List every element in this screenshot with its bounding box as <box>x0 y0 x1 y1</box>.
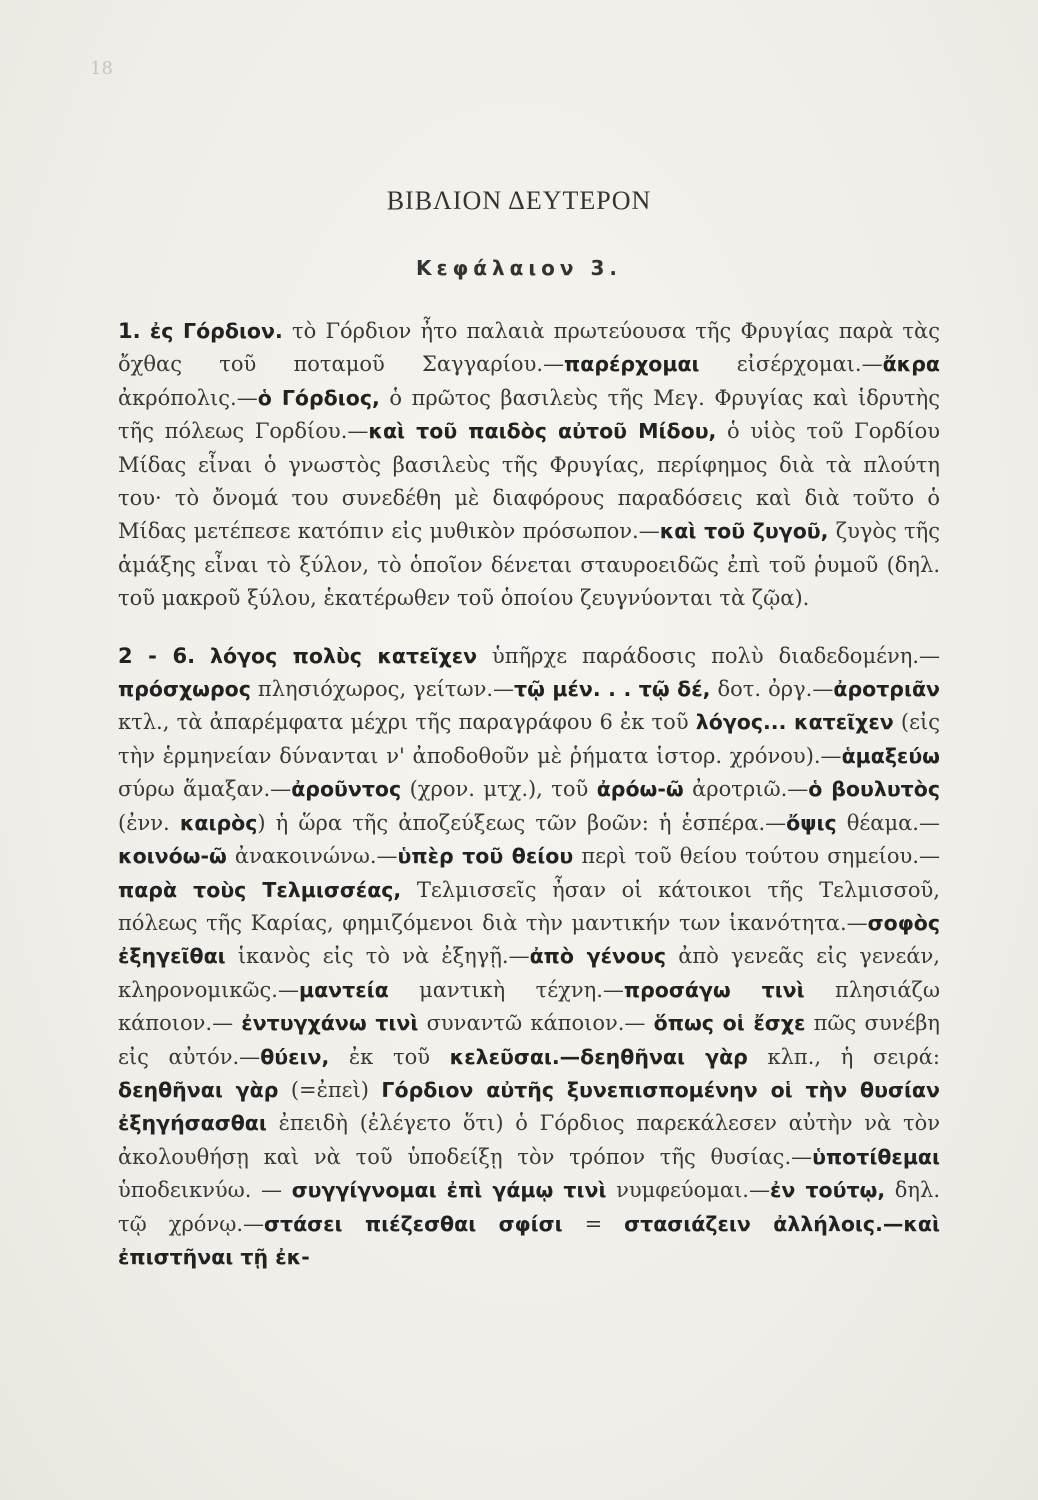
lemma-term: καὶ τοῦ ζυγοῦ, <box>659 519 829 544</box>
gloss-text: ὑποδεικνύω. — <box>118 1178 292 1203</box>
lemma-term: ὄψις <box>786 810 837 835</box>
gloss-text: κλπ., ἡ σειρά: <box>747 1044 941 1069</box>
lemma-term: ὁ βουλυτὸς <box>808 777 940 802</box>
lemma-term: δεηθῆναι γὰρ <box>118 1077 279 1102</box>
gloss-text: ὑπῆρχε παράδοσις πολὺ διαδεδομένη.— <box>477 643 940 668</box>
paragraph-number: 1. <box>118 319 141 343</box>
page-number: 18 <box>90 58 113 79</box>
gloss-text: θέαμα.— <box>836 810 940 835</box>
lemma-term: καιρὸς <box>179 810 258 835</box>
gloss-text: εἰσέρχομαι.— <box>699 352 883 377</box>
lemma-term: ἁμαξεύω <box>841 743 940 768</box>
lemma-term: ὅπως οἱ ἔσχε <box>653 1011 806 1036</box>
lemma-term: ἐς Γόρδιον. <box>149 319 283 343</box>
lemma-term: Γόρδιον αὐτῆς ξυνεπισπομένην οἱ τὴν θυσίαν ἐξηγήσασθαι <box>118 1077 940 1136</box>
lemma-term: προσάγω τινὶ <box>623 977 805 1002</box>
lemma-term: ἀροτριᾶν <box>833 677 940 702</box>
lemma-term: σοφὸς ἐξηγεῖθαι <box>118 910 940 969</box>
lemma-term: κοινόω-ῶ <box>118 844 227 869</box>
gloss-text: σύρω ἅμαξαν.— <box>118 777 292 802</box>
lemma-term: καὶ τοῦ παιδὸς αὐτοῦ Μίδου, <box>368 419 717 444</box>
lemma-term: ἀρόω-ῶ <box>596 777 684 802</box>
gloss-text: = <box>562 1211 625 1236</box>
lemma-term: πρόσχωρος <box>118 677 251 702</box>
gloss-text: πλησιάζω κάποιον.— <box>118 977 941 1036</box>
gloss-text: ἀκρόπολις.— <box>118 385 258 410</box>
gloss-text: ἐπειδὴ (ἐλέγετο ὅτι) ὁ Γόρδιος παρεκάλεσεν αὐτὴν νὰ τὸν ἀκολουθήσῃ καὶ νὰ τοῦ ὑποδείξῃ τὸν τρόπον τῆς θυσίας.— <box>118 1111 940 1169</box>
gloss-text: Τελμισσεῖς ἦσαν οἱ κάτοικοι τῆς Τελμισσοῦ, πόλεως τῆς Καρίας, φημιζόμενοι διὰ τὴν μαντικήν των ἱκανότητα.— <box>118 877 940 935</box>
commentary-paragraph <box>118 640 940 1275</box>
gloss-text: συναντῶ κάποιον.— <box>418 1011 654 1036</box>
lemma-term: κελεῦσαι.—δεηθῆναι γὰρ <box>449 1044 748 1069</box>
gloss-text: (εἰς τὴν ἑρμηνείαν δύνανται ν' ἀποδοθοῦν μὲ ῥήματα ἱστορ. χρόνου).— <box>118 710 940 768</box>
gloss-text: ἀπὸ γενεᾶς εἰς γενεάν, κληρονομικῶς.— <box>118 944 940 1002</box>
gloss-text: ) ἡ ὥρα τῆς ἀποζεύξεως τῶν βοῶν: ἡ ἑσπέρα.— <box>257 810 787 835</box>
lemma-term: συγγίγνομαι ἐπὶ γάμῳ τινὶ <box>291 1178 607 1203</box>
gloss-text: ἀνακοινώνω.— <box>226 844 398 869</box>
gloss-text: κτλ., τὰ ἀπαρέμφατα μέχρι τῆς παραγράφου 6 ἐκ τοῦ <box>118 710 696 735</box>
lemma-term: ὑποτίθεμαι <box>812 1144 940 1169</box>
gloss-text: ἀροτριῶ.— <box>683 777 809 802</box>
gloss-text: περὶ τοῦ θείου τούτου σημείου.— <box>573 844 940 869</box>
gloss-text: νυμφεύομαι.— <box>606 1178 770 1203</box>
gloss-text: πλησιόχωρος, γείτων.— <box>250 677 515 702</box>
gloss-text: (ἐνν. <box>118 810 180 835</box>
commentary-body <box>118 315 940 1274</box>
lemma-term: στασιάζειν ἀλλήλοις.—καὶ ἐπιστῆναι τῇ ἐκ- <box>118 1211 940 1269</box>
gloss-text: ὁ πρῶτος βασιλεὺς τῆς Μεγ. Φρυγίας καὶ ἱδρυτὴς τῆς πόλεως Γορδίου.— <box>118 385 941 444</box>
lemma-term: ἀροῦντος <box>291 777 402 802</box>
lemma-term: τῷ μέν. . . τῷ δέ, <box>514 677 711 702</box>
gloss-text: πῶς συνέβη εἰς αὐτόν.— <box>118 1011 941 1069</box>
gloss-text: μαντικὴ τέχνη.— <box>388 977 624 1002</box>
lemma-term: παρέρχομαι <box>564 352 700 377</box>
gloss-text: ἐκ τοῦ <box>329 1044 450 1069</box>
gloss-text: ζυγὸς τῆς ἁμάξης εἶναι τὸ ξύλον, τὸ ὁποῖον δένεται σταυροειδῶς ἐπὶ τοῦ ῥυμοῦ (δηλ. τοῦ μακροῦ ξύλου, ἑκατέρωθεν τοῦ ὁποίου ζευγνύονται τὰ ζῷα). <box>118 519 941 611</box>
lemma-term: ὁ Γόρδιος, <box>257 385 380 410</box>
lemma-term: στάσει πιέζεσθαι σφίσι <box>264 1211 563 1236</box>
chapter-title: Κεφάλαιον 3. <box>415 256 623 280</box>
gloss-text: ἱκανὸς εἰς τὸ νὰ ἐξηγῇ.— <box>225 944 530 969</box>
lemma-term: θύειν, <box>260 1044 330 1069</box>
lemma-term: ἄκρα <box>882 352 940 377</box>
lemma-term: ὑπὲρ τοῦ θείου <box>397 844 574 869</box>
paragraph-number: 2 - 6. <box>118 643 196 668</box>
lemma-term: λόγος... κατεῖχεν <box>695 710 894 735</box>
gloss-text: (=ἐπεὶ) <box>278 1077 382 1102</box>
gloss-text: δοτ. ὀργ.— <box>710 677 834 702</box>
lemma-term: ἀπὸ γένους <box>529 944 667 969</box>
lemma-term: ἐντυγχάνω τινὶ <box>241 1011 419 1036</box>
gloss-text: τὸ Γόρδιον ἦτο παλαιὰ πρωτεύουσα τῆς Φρυγίας παρὰ τὰς ὄχθας τοῦ ποταμοῦ Σαγγαρίου.— <box>118 319 940 377</box>
lemma-term: μαντεία <box>298 977 389 1002</box>
book-title: ΒΙΒΛΙΟΝ ΔΕΥΤΕΡΟΝ <box>386 186 652 215</box>
gloss-text: (χρον. μτχ.), τοῦ <box>401 777 597 802</box>
commentary-paragraph <box>118 315 940 616</box>
gloss-text: ὁ υἱὸς τοῦ Γορδίου Μίδας εἶναι ὁ γνωστὸς βασιλεὺς τῆς Φρυγίας, περίφημος διὰ τὰ πλούτη του· τὸ ὄνομά του συνεδέθη μὲ διαφόρους παραδόσεις καὶ διὰ τοῦτο ὁ Μίδας μετέπεσε κατόπιν εἰς μυθικὸν πρόσωπον.— <box>118 419 940 544</box>
gloss-text: δηλ. τῷ χρόνῳ.— <box>118 1178 940 1236</box>
lemma-term: ἐν τούτῳ, <box>769 1178 886 1203</box>
lemma-term: λόγος πολὺς κατεῖχεν <box>210 643 478 668</box>
lemma-term: παρὰ τοὺς Τελμισσέας, <box>118 877 402 902</box>
